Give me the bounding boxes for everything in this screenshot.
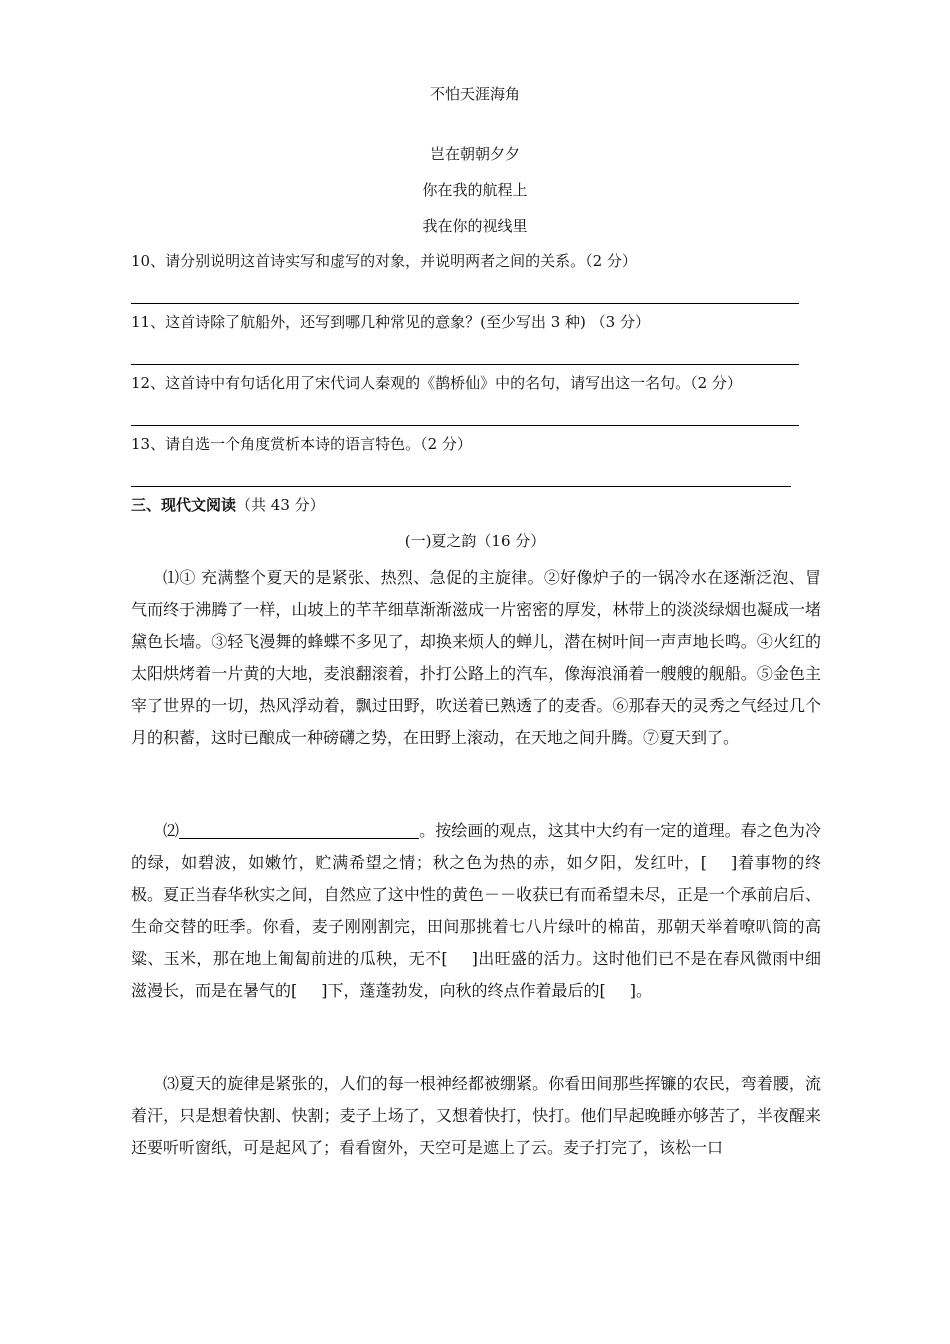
question-13: 13、请自选一个角度赏析本诗的语言特色。（2 分） — [131, 435, 472, 453]
poem-line-4: 我在你的视线里 — [422, 217, 528, 235]
paragraph-2-text-a: 。按绘画的观点，这其中大约有一定的道理。春之色为冷的绿，如碧波，如嫩竹，贮满希望之情；秋之色为热的赤，如夕阳，发红叶，[ — [131, 821, 821, 872]
answer-line-11 — [131, 364, 799, 365]
paragraph-2-text-b: ]着事物的终极。夏正当春华秋实之间，自然应了这中性的黄色－－收获已有而希望未尽，正是一个承前启后、生命交替的旺季。你看，麦子刚刚割完，田间那挑着七八片绿叶的棉苗，那朝天举着嘹叭筒的高粱、玉米，那在地上匍匐前进的瓜秧，无不[ — [131, 853, 821, 968]
passage-paragraph-3: ⑶夏天的旋律是紧张的，人们的每一根神经都被绷紧。你看田间那些挥镰的农民，弯着腰，流着汗，只是想着快割、快割；麦子上场了，又想着快打，快打。他们早起晚睡亦够苦了，半夜醒来还要听听窗纸，可是起风了；看看窗外，天空可是遮上了云。麦子打完了，该松一口 — [131, 1074, 821, 1157]
passage-title: (一)夏之韵（16 分） — [404, 532, 546, 550]
question-12: 12、这首诗中有句话化用了宋代词人秦观的《鹊桥仙》中的名句，请写出这一名句。（2 分） — [131, 374, 742, 392]
paragraph-2-number: ⑵ — [163, 821, 180, 840]
fill-blank-line[interactable] — [179, 820, 419, 839]
passage-paragraph-2 — [131, 815, 821, 1007]
answer-line-12 — [131, 425, 799, 426]
answer-line-13 — [131, 486, 791, 487]
question-11: 11、这首诗除了航船外，还写到哪几种常见的意象？(至少写出 3 种) （3 分） — [131, 313, 650, 331]
section-heading — [131, 495, 325, 515]
paragraph-2-text-d: ]下，蓬蓬勃发，向秋的终点作着最后的[ — [321, 981, 606, 1000]
poem-line-3: 你在我的航程上 — [422, 181, 528, 199]
paragraph-2-text-c: ]出旺盛的活力。这时他们已不是在春风微雨中细滋漫长，而是在暑气的[ — [131, 949, 821, 1000]
paragraph-2-text-e: ]。 — [629, 981, 652, 1000]
poem-line-2: 岂在朝朝夕夕 — [429, 145, 520, 163]
question-10: 10、请分别说明这首诗实写和虚写的对象，并说明两者之间的关系。（2 分） — [131, 252, 637, 270]
section-title: 三、现代文阅读 — [131, 496, 237, 514]
section-score: （共 43 分） — [236, 496, 325, 514]
poem-line-1: 不怕天涯海角 — [429, 85, 520, 103]
passage-paragraph-1: ⑴① 充满整个夏天的是紧张、热烈、急促的主旋律。②好像炉子的一锅冷水在逐渐泛泡、冒气而终于沸腾了一样，山坡上的芊芊细草渐渐滋成一片密密的厚发，林带上的淡淡绿烟也凝成一堵黛色长墙。③轻飞漫舞的蜂蝶不多见了，却换来烦人的蝉儿，潜在树叶间一声声地长鸣。④火红的太阳烘烤着一片黄的大地，麦浪翻滚着，扑打公路上的汽车，像海浪涌着一艘艘的舰船。⑤金色主宰了世界的一切，热风浮动着，飘过田野，吹送着已熟透了的麦香。⑥那春天的灵秀之气经过几个月的积蓄，这时已酿成一种磅礴之势，在田野上滚动，在天地之间升腾。⑦夏天到了。 — [131, 568, 821, 747]
answer-line-10 — [131, 303, 799, 304]
